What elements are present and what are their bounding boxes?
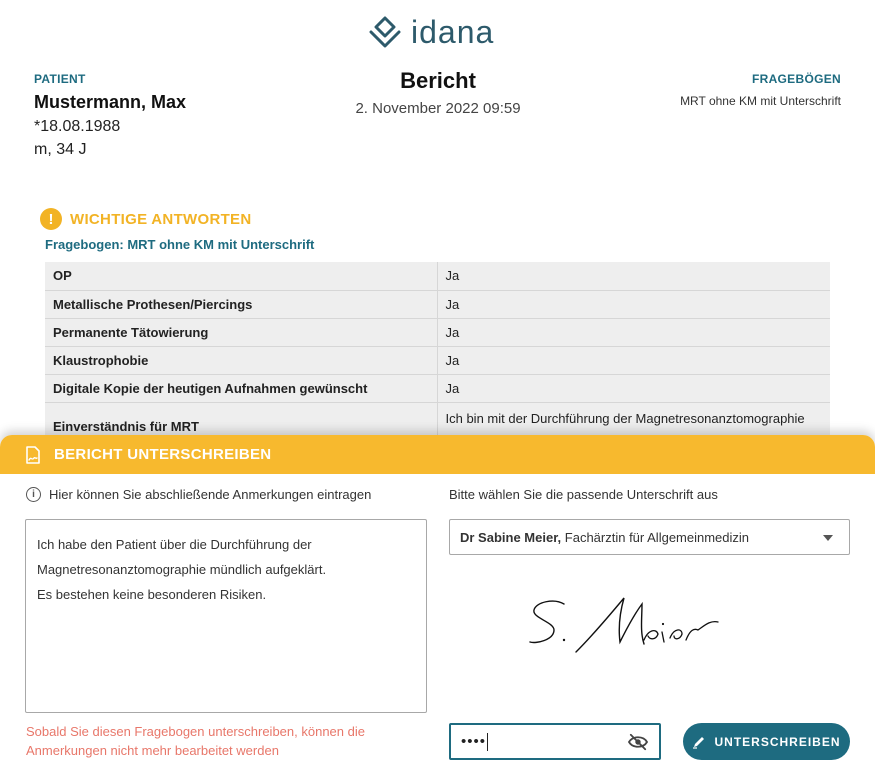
answer-cell: Ja [437, 262, 830, 290]
notes-hint-text: Hier können Sie abschließende Anmerkungen eintragen [49, 487, 372, 502]
question-cell: Einverständnis für MRT [45, 402, 437, 446]
table-row [45, 374, 830, 402]
important-answers-title: WICHTIGE ANTWORTEN [70, 210, 252, 228]
sign-button[interactable] [683, 723, 850, 760]
important-answers-table [45, 262, 830, 447]
selected-doctor-title: Fachärztin für Allgemeinmedizin [561, 529, 750, 545]
patient-name: Mustermann, Max [34, 92, 187, 112]
pin-input[interactable] [449, 723, 661, 760]
notes-textarea[interactable]: Ich habe den Patient über die Durchführung der Magnetresonanztomographie mündlich aufgeklärt. Es bestehen keine besonderen Risiken. [25, 519, 427, 713]
patient-birthdate: *18.08.1988 [34, 118, 121, 135]
answer-cell: Ja [437, 374, 830, 402]
selected-doctor-name: Dr Sabine Meier, [460, 529, 562, 545]
signature-select[interactable] [449, 519, 850, 555]
answer-cell: Ja [437, 318, 830, 346]
question-cell: Digitale Kopie der heutigen Aufnahmen gewünscht [45, 374, 437, 402]
table-row [45, 346, 830, 374]
sign-panel-title: BERICHT UNTERSCHREIBEN [54, 446, 272, 463]
table-row [45, 290, 830, 318]
info-icon: i [26, 487, 41, 502]
notes-warning: Sobald Sie diesen Fragebogen unterschreiben, können die Anmerkungen nicht mehr bearbeitet werden [26, 724, 365, 758]
patient-sex-age: m, 34 J [34, 141, 87, 158]
sign-button-label: UNTERSCHREIBEN [714, 734, 841, 749]
question-cell: Klaustrophobie [45, 346, 437, 374]
important-answers-heading [40, 208, 252, 230]
logo-text: idana [411, 13, 495, 50]
pin-value: •••• [461, 733, 487, 750]
sign-panel-header[interactable] [0, 435, 875, 474]
idana-logo-icon [367, 14, 403, 50]
report-header [300, 68, 576, 117]
patient-info [34, 72, 186, 159]
questionnaire-item: MRT ohne KM mit Unterschrift [680, 94, 841, 108]
table-row [45, 262, 830, 290]
report-date: 2. November 2022 09:59 [355, 100, 521, 117]
pen-icon [692, 735, 706, 749]
answer-cell: Ich bin mit der Durchführung der Magnetresonanztomographie [437, 402, 830, 446]
answer-cell: Ja [437, 346, 830, 374]
questionnaires-label: FRAGEBÖGEN [751, 72, 841, 86]
question-cell: Metallische Prothesen/Piercings [45, 290, 437, 318]
chevron-down-icon [823, 535, 833, 541]
answer-cell: Ja [437, 290, 830, 318]
patient-label: PATIENT [34, 72, 86, 86]
sign-document-icon [24, 445, 42, 465]
idana-logo [367, 14, 494, 50]
exclamation-icon: ! [40, 208, 62, 230]
pin-cursor [487, 733, 488, 751]
notes-hint [26, 487, 371, 502]
table-row [45, 318, 830, 346]
signature-select-label: Bitte wählen Sie die passende Unterschrift aus [449, 487, 718, 502]
eye-off-icon[interactable] [627, 733, 649, 751]
question-cell: OP [45, 262, 437, 290]
questionnaires-info [680, 72, 841, 108]
questionnaire-subtitle: Fragebogen: MRT ohne KM mit Unterschrift [45, 237, 315, 252]
signature-image [524, 590, 724, 660]
question-cell: Permanente Tätowierung [45, 318, 437, 346]
sign-report-panel [0, 435, 875, 780]
page-title: Bericht [400, 68, 476, 93]
